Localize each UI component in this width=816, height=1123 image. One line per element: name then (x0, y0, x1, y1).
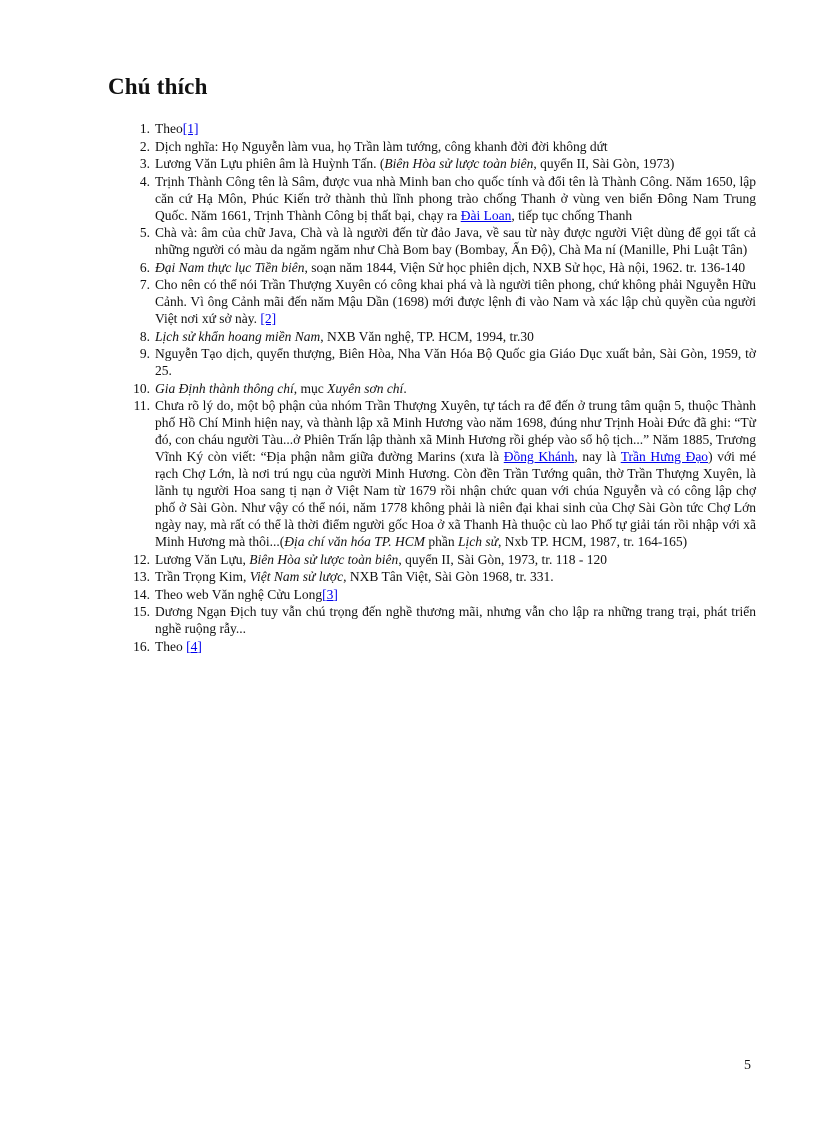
footnote-item (133, 586, 756, 603)
footnote-item (133, 551, 756, 568)
footnote-text: Chưa rõ lý do, một bộ phận của nhóm Trần Thượng Xuyên, tự tách ra để đến ở trung tâm quận 5, thuộc Thành phố Hồ Chí Minh hiện nay, và thành lập xã Minh Hương vào năm 1698, đúng như Trịnh Hoài Đức đã ghi: “Từ đó, con cháu người Tàu...ở Phiên Trấn lập thành xã Minh Hương rồi ghép vào sổ hộ tịch...” Năm 1885, Trương Vĩnh Ký còn viết: “Địa phận nằm giữa đường Marins (xưa là (155, 398, 756, 464)
footnote-text: Theo web Văn nghệ Cửu Long (155, 586, 323, 602)
footnote-number: 12. (133, 551, 150, 567)
footnote-link[interactable]: [3] (322, 586, 338, 602)
footnote-text: Dương Ngạn Địch tuy vẫn chú trọng đến nghề thương mãi, nhưng vẫn cho lập ra những trang trại, phát triển nghề ruộng rẫy... (155, 604, 756, 636)
footnote-text: Dịch nghĩa: Họ Nguyễn làm vua, họ Trần làm tướng, công khanh đời đời không dứt (155, 138, 608, 154)
footnote-text: , quyển II, Sài Gòn, 1973, tr. 118 - 120 (398, 551, 608, 567)
footnote-item (133, 603, 756, 637)
footnote-item (139, 224, 756, 258)
footnote-text: , soạn năm 1844, Viện Sử học phiên dịch, NXB Sử học, Hà nội, 1962. tr. 136-140 (304, 259, 746, 275)
footnote-link[interactable]: [2] (260, 311, 277, 326)
footnote-number: 10. (133, 380, 150, 396)
footnote-number: 8. (139, 328, 150, 344)
footnote-italic-text: Biên Hòa sử lược toàn biên (249, 551, 399, 567)
footnote-number: 16. (133, 638, 150, 654)
footnote-number: 2. (139, 138, 150, 154)
footnote-item (139, 155, 756, 172)
footnote-number: 1. (139, 121, 150, 136)
footnote-number: 11. (133, 398, 150, 413)
footnote-item (133, 397, 756, 550)
footnote-number: 9. (139, 346, 150, 361)
footnote-item (133, 568, 756, 585)
footnote-text: , tiếp tục chống Thanh (511, 207, 633, 223)
footnote-italic-text: Lịch sử khẩn hoang miền Nam (155, 328, 321, 344)
footnote-link[interactable]: Đồng Khánh (503, 449, 575, 464)
footnote-text: , quyển II, Sài Gòn, 1973) (533, 156, 675, 171)
footnote-text: Theo (155, 638, 187, 654)
footnote-text: Nguyễn Tạo dịch, quyển thượng, Biên Hòa, Nha Văn Hóa Bộ Quốc gia Giáo Dục xuất bản, Sài Gòn, 1959, tờ 25. (155, 346, 756, 378)
footnote-number: 4. (139, 173, 150, 189)
footnote-number: 5. (139, 225, 150, 240)
footnote-italic-text: Gia Định thành thông chí (155, 380, 294, 396)
footnote-text: , nay là (574, 449, 621, 464)
footnote-text: Lương Văn Lựu, (155, 551, 250, 567)
footnote-item (139, 138, 756, 155)
footnote-number: 3. (139, 156, 150, 171)
footnote-text: Chà và: âm của chữ Java, Chà và là người đến từ đảo Java, về sau từ này được người Việt dùng để gọi tất cả những người có màu da ngăm ngăm như Chà Bom bay (Bombay, Ấn Độ), Chà Ma ní (Manille, Phi Luật Tân) (155, 225, 756, 257)
footnote-text: , mục (293, 380, 328, 396)
footnote-text: , NXB Văn nghệ, TP. HCM, 1994, tr.30 (320, 328, 534, 344)
footnote-number: 13. (133, 569, 150, 584)
footnote-text: , NXB Tân Việt, Sài Gòn 1968, tr. 331. (343, 569, 554, 584)
footnote-text: Cho nên có thể nói Trần Thượng Xuyên có công khai phá và là người tiên phong, chứ không phải Nguyễn Hữu Cảnh. Vì ông Cảnh mãi đến năm Mậu Dần (1698) mới được lệnh đi vào Nam và xác lập chủ quyền của người Việt nơi xứ sở này. (155, 277, 756, 326)
footnote-link[interactable]: [1] (182, 121, 199, 136)
footnote-number: 6. (139, 259, 150, 275)
footnote-item (133, 638, 756, 655)
page-number: 5 (744, 1058, 751, 1073)
footnote-italic-text: Biên Hòa sử lược toàn biên (384, 156, 534, 171)
footnote-item (139, 276, 756, 327)
footnote-text: Trần Trọng Kim, (155, 569, 250, 584)
footnote-item (139, 120, 756, 137)
footnote-text: , Nxb TP. HCM, 1987, tr. 164-165) (497, 534, 688, 549)
footnote-text: Trịnh Thành Công tên là Sâm, được vua nhà Minh ban cho quốc tính và đổi tên là Thành Công. Năm 1650, lập căn cứ Hạ Môn, Phúc Kiến trở thành thủ lĩnh phong trào chống Thanh ở vùng ven biển Đông Nam Trung Quốc. Năm 1661, Trịnh Thành Công bị thất bại, chạy ra (155, 173, 756, 223)
footnote-text: Theo (155, 121, 183, 136)
footnote-link[interactable]: Trần Hưng Đạo (620, 449, 709, 464)
footnote-number: 14. (133, 586, 150, 602)
footnote-number: 7. (139, 277, 150, 292)
footnote-text: . (403, 380, 407, 396)
footnote-item (139, 259, 756, 276)
page-title: Chú thích (108, 74, 208, 99)
footnote-text: ) với mé rạch Chợ Lớn, là nơi trú ngụ của người Minh Hương. Còn đền Trần Tướng quân, thờ Trần Thượng Xuyên, là lãnh tụ người Hoa sang tị nạn ở Việt Nam từ 1679 rồi nhận chức quan với chúa Nguyễn và có công lập chợ phố ở Sài Gòn. Như vậy có thể nói, năm 1778 không phải là niên đại khai sinh của Chợ Sài Gòn tức Chợ Lớn ngày nay, mà rất có thể là thời điểm người gốc Hoa ở xã Thanh Hà thuộc cù lao Phố tự giải tán rồi nhập với xã Minh Hương mà thôi...( (155, 449, 756, 549)
footnote-link[interactable]: [4] (186, 638, 202, 654)
footnote-text: phần (424, 534, 458, 549)
footnote-italic-text: Xuyên sơn chí (327, 380, 404, 396)
footnote-italic-text: Lịch sử (457, 534, 498, 549)
footnote-link[interactable]: Đài Loan (460, 207, 512, 223)
footnote-text: Lương Văn Lựu phiên âm là Huỳnh Tấn. ( (155, 156, 385, 171)
footnote-item (133, 380, 756, 397)
footnote-item (139, 328, 756, 345)
footnote-list (133, 120, 756, 655)
footnote-italic-text: Việt Nam sử lược (249, 569, 344, 584)
footnote-italic-text: Đại Nam thực lục Tiền biên (155, 259, 305, 275)
footnote-item (139, 173, 756, 224)
footnote-italic-text: Địa chí văn hóa TP. HCM (284, 534, 425, 549)
footnote-number: 15. (133, 604, 150, 619)
footnote-item (139, 345, 756, 379)
